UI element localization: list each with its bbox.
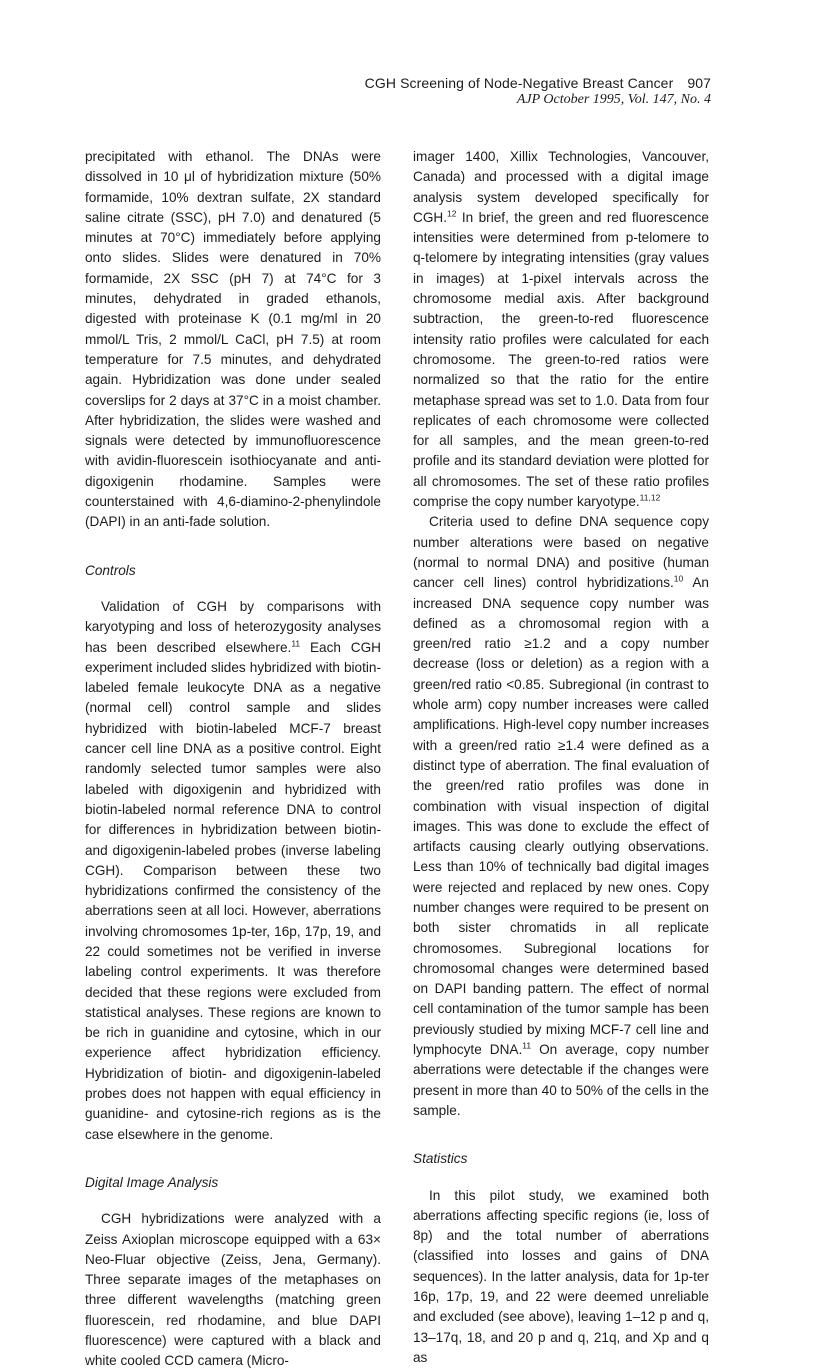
right-column (413, 147, 709, 1368)
left-column (85, 147, 381, 1372)
section-heading-controls: Controls (85, 562, 136, 578)
citation-ref: 11,12 (639, 492, 661, 503)
criteria-text-a: Criteria used to define DNA sequence copy number alterations were based on negative (normal to normal DNA) and positive (human cancer cell lines) control hybridizations. (413, 514, 709, 591)
section-heading-statistics: Statistics (413, 1151, 468, 1167)
paragraph-statistics: In this pilot study, we examined both aberrations affecting specific regions (ie, loss of 8p) and the total number of aberrations (classified into losses and gains of DNA sequences). In the latter analysis, data for 1p-ter 16p, 17p, 19, and 22 were deemed unreliable and excluded (see above), leaving 1–12 p and q, 13–17q, 18, and 20 p and q, 21q, and Xp and q as (413, 1187, 709, 1365)
controls-text-a: Validation of CGH by comparisons with karyotyping and loss of heterozygosity analyses has been described elsewhere. (85, 598, 381, 655)
journal-citation: AJP October 1995, Vol. 147, No. 4 (516, 92, 711, 107)
citation-ref: 11 (291, 638, 301, 648)
controls-text-b: Each CGH experiment included slides hybridized with biotin-labeled female leukocyte DNA as a negative (normal cell) control sample and slides hybridized with biotin-labeled MCF-7 breast cancer cell line DNA as a positive control. Eight randomly selected tumor samples were also labeled with digoxigenin and hybridized with biotin-labeled normal reference DNA to control for differences in hybridization between biotin- and digoxigenin-labeled probes (inverse labeling CGH). Comparison between these two hybridizations confirmed the consistency of the aberrations seen at all loci. However, aberrations involving chromosomes 1p-ter, 16p, 17p, 19, and 22 could sometimes not be verified in inverse labeling control experiments. It was therefore decided that these regions were excluded from statistical analyses. These regions are known to be rich in guanidine and cytosine, which in our experience affect hybridization efficiency. Hybridization of biotin- and digoxigenin-labeled probes does not happen with equal efficiency in guanidine- and cytosine-rich regions as is the case elsewhere in the genome. (85, 639, 382, 1142)
page-number: 907 (687, 75, 711, 91)
paragraph-controls (85, 597, 381, 1145)
processing-text-b: In brief, the green and red fluorescence intensities were determined from p-telomere to q-telomere by integrating intensities (gray values in images) at 1-pixel intervals across the chromosome medial axis. After background subtraction, the green-to-red fluorescence intensity ratio profiles were calculated for each chromosome. The green-to-red ratios were normalized so that the ratio for the entire metaphase spread was set to 1.0. Data from four replicates of each chromosome were collected for all samples, and the mean green-to-red profile and its standard deviation were plotted for all chromosomes. The set of these ratio profiles comprise the copy number karyotype. (413, 209, 709, 510)
paragraph-image-processing (413, 147, 709, 512)
running-title (365, 75, 711, 91)
citation-ref: 12 (446, 208, 457, 219)
running-title-text: CGH Screening of Node-Negative Breast Cancer (364, 75, 674, 91)
processing-text-a: imager 1400, Xillix Technologies, Vancouver, Canada) and processed with a digital image analysis system developed specifically for CGH. (413, 149, 709, 225)
paragraph-criteria (413, 512, 709, 1121)
criteria-text-c: On average, copy number aberrations were detectable if the changes were present in more than 40 to 50% of the cells in the sample. (413, 1042, 709, 1118)
page-header (365, 75, 711, 108)
section-heading-digital-image-analysis: Digital Image Analysis (85, 1174, 219, 1190)
citation-ref: 11 (522, 1040, 532, 1051)
paragraph-hybridization: precipitated with ethanol. The DNAs were dissolved in 10 μl of hybridization mixture (50% formamide, 10% dextran sulfate, 2X standard saline citrate (SSC), pH 7.0) and denatured (5 minutes at 70°C) immediately before applying onto slides. Slides were denatured in 70% formamide, 2X SSC (pH 7) at 74°C for 3 minutes, dehydrated in graded ethanols, digested with proteinase K (0.1 mg/ml in 20 mmol/L Tris, 2 mmol/L CaCl, pH 7.5) at room temperature for 7.5 minutes, and dehydrated again. Hybridization was done under sealed coverslips for 2 days at 37°C in a moist chamber. After hybridization, the slides were washed and signals were detected by immunofluorescence with avidin-fluorescein isothiocyanate and anti-digoxigenin rhodamine. Samples were counterstained with 4,6-diamino-2-phenylindole (DAPI) in an anti-fade solution. (85, 149, 381, 530)
criteria-text-b: An increased DNA sequence copy number was defined as a chromosomal region with a green/red ratio ≥1.2 and a copy number decrease (loss or deletion) as a region with a green/red ratio <0.85. Subregional (in contrast to whole arm) copy number increases were called amplifications. High-level copy number increases with a green/red ratio ≥1.4 were defined as a distinct type of aberration. The final evaluation of the green/red ratio profiles was done in combination with visual inspection of digital images. This was done to exclude the effect of artifacts causing clearly outlying observations. Less than 10% of technically bad digital images were rejected and replaced by new ones. Copy number changes were required to be present on both sister chromatids in all replicate chromosomes. Subregional locations for chromosomal changes were determined based on DAPI banding pattern. The effect of normal cell contamination of the tumor sample has been previously studied by mixing MCF-7 cell line and lymphocyte DNA. (413, 575, 709, 1058)
citation-ref: 10 (673, 573, 684, 584)
paragraph-digital-image-analysis: CGH hybridizations were analyzed with a Zeiss Axioplan microscope equipped with a 63× Neo-Fluar objective (Zeiss, Jena, Germany). Three separate images of the metaphases on three different wavelengths (matching green fluorescein, red rhodamine, and blue DAPI fluorescence) were captured with a black and white cooled CCD camera (Micro- (85, 1211, 381, 1369)
